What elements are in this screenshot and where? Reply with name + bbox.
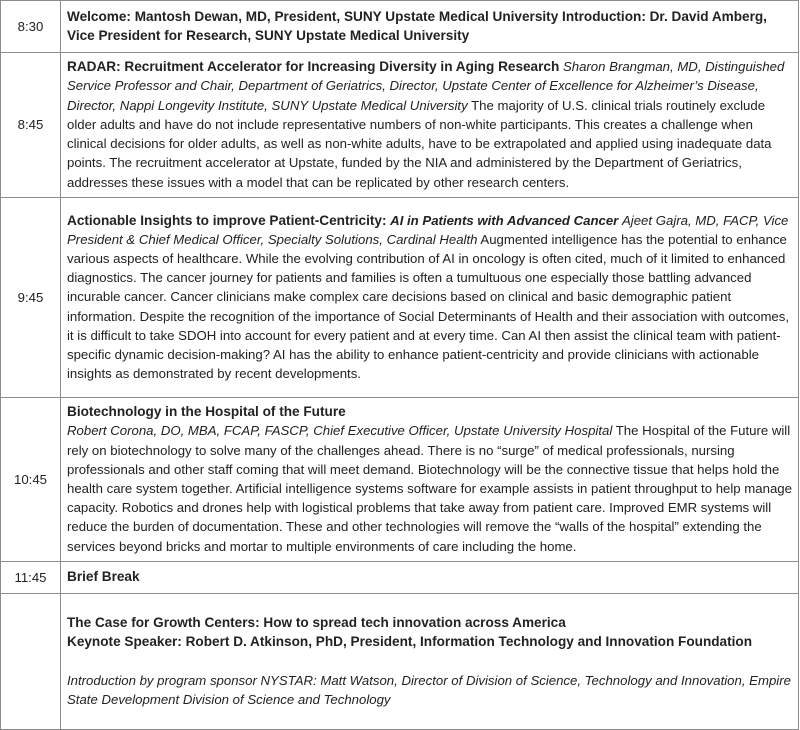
session-row-biotechnology bbox=[1, 398, 799, 562]
session-description: The majority of U.S. clinical trials routinely exclude older adults and have do not include representative numbers of non-white participants. This creates a challenge when clinical decisions for older adults, as well as non-white adults, have to be extrapolated and applied using inadequate data points. The recruitment accelerator at Upstate, funded by the NIA and administered by the Department of Geriatrics, addresses these issues with a model that can be replicated by other research centers. bbox=[67, 97, 772, 190]
session-row-radar bbox=[1, 53, 799, 198]
session-content bbox=[61, 562, 799, 594]
session-speaker: Robert Corona, DO, MBA, FCAP, FASCP, Chief Executive Officer, Upstate University Hospital bbox=[67, 423, 613, 439]
session-time: 8:30 bbox=[1, 1, 61, 53]
session-time: 10:45 bbox=[1, 398, 61, 562]
session-speaker: Ajeet Gajra, MD, FACP, Vice President & Chief Medical Officer, Specialty Solutions, Cardinal Health bbox=[67, 212, 789, 247]
session-description: The Hospital of the Future will rely on biotechnology to solve many of the challenges ahead. There is no “surge” of medical professionals, nursing professionals and other staff coming that will meet demand. Biotechnology will be the connective tissue that helps hold the health care system together. Artificial intelligence systems software for example assists in patient throughput to help manage capacity. Robotics and drones help with logistical problems that take away from patient care. Improved EMR systems will reduce the burden of documentation. These and other technologies will remove the “walls of the hospital” extending the services beyond bricks and mortar to multiple environments of care including the home. bbox=[67, 423, 792, 554]
session-content bbox=[61, 398, 799, 562]
session-title: RADAR: Recruitment Accelerator for Increasing Diversity in Aging Research bbox=[67, 59, 560, 75]
session-title: Welcome: Mantosh Dewan, MD, President, SUNY Upstate Medical University Introduction: Dr. David Amberg, Vice President for Research, SUNY Upstate Medical University bbox=[67, 8, 767, 43]
session-title: Brief Break bbox=[67, 569, 140, 585]
session-time: 11:45 bbox=[1, 562, 61, 594]
session-time bbox=[1, 594, 61, 730]
session-speaker: Sharon Brangman, MD, Distinguished Service Professor and Chair, Department of Geriatrics, Director, Upstate Center of Excellence for Alzheimer’s Disease, Director, Nappi Longevity Institute, SUNY Upstate Medical University bbox=[67, 59, 785, 113]
session-content bbox=[61, 1, 799, 53]
session-row-ai-cancer bbox=[1, 198, 799, 398]
spacer bbox=[67, 652, 792, 671]
session-time: 9:45 bbox=[1, 198, 61, 398]
session-title: Actionable Insights to improve Patient-Centricity: bbox=[67, 212, 387, 228]
session-row-break bbox=[1, 562, 799, 594]
keynote-speaker: Keynote Speaker: Robert D. Atkinson, PhD, President, Information Technology and Innovation Foundation bbox=[67, 634, 753, 650]
session-description: Augmented intelligence has the potential to enhance various aspects of healthcare. While the evolving contribution of AI in oncology is often cited, much of it limited to enhanced diagnostics. The cancer journey for patients and families is often a tumultuous one especially those battling advanced incurable cancer. Cancer clinicians make complex care decisions based on clinical and basic demographic patient information. Despite the recognition of the importance of Social Determinants of Health and their association with outcomes, it is difficult to take SDOH into account for every patient and at every time. Can AI then assist the clinical team with patient-specific dynamic decision-making? AI has the ability to enhance patient-centricity and provide clinicians with actionable insights as demonstrated by recent developments. bbox=[67, 231, 790, 382]
session-row-growth-centers bbox=[1, 594, 799, 730]
session-content bbox=[61, 198, 799, 398]
session-content bbox=[61, 53, 799, 198]
session-title-emphasis: AI in Patients with Advanced Cancer bbox=[390, 212, 619, 228]
session-time: 8:45 bbox=[1, 53, 61, 198]
session-introduction: Introduction by program sponsor NYSTAR: Matt Watson, Director of Division of Science, Technology and Innovation, Empire State Development Division of Science and Technology bbox=[67, 672, 791, 707]
session-content bbox=[61, 594, 799, 730]
session-title: The Case for Growth Centers: How to spread tech innovation across America bbox=[67, 615, 566, 631]
session-title: Biotechnology in the Hospital of the Future bbox=[67, 404, 346, 420]
session-row-welcome bbox=[1, 1, 799, 53]
